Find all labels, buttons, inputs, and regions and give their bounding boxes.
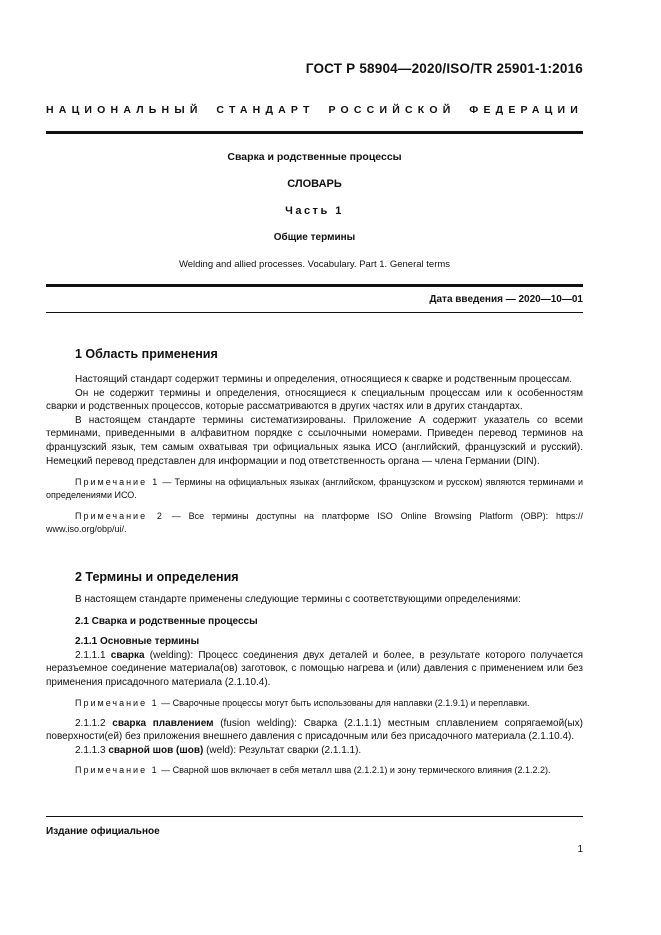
title-line-1: Сварка и родственные процессы [227,151,402,163]
official-edition-label: Издание официальное [46,826,160,837]
note [46,510,583,536]
note-text: — Термины на официальных языках (английском, французском и русском) являются терминами и определениями ИСО. [46,477,583,501]
title-subtitle: Общие термины [273,232,356,243]
subsection-heading: 2.1.1 Основные термины [75,636,200,648]
document-code: ГОСТ Р 58904—2020/ISO/TR 25901-1:2016 [305,61,583,76]
effective-date: Дата введения — 2020—10—01 [429,294,583,305]
note-label: Примечание 1 [75,765,159,776]
term-entry [46,717,583,744]
note-text: — Сварной шов включает в себя металл шва (2.1.2.1) и зону термического влияния (2.1.2.2). [158,765,551,776]
section-2-body [46,593,583,777]
paragraph: В настоящем стандарте применены следующие термины с соответствующими определениями: [75,594,521,605]
term-number: 2.1.1.3 [75,744,109,756]
term-definition: (fusion welding): Сварка (2.1.1.1) местным сплавлением сопрягаемой(ых) поверхности(ей) без приложения внешнего давления с присадочным или без присадочного материала (2.1.10.4). [46,717,584,743]
term: сварка плавлением [112,717,214,729]
term: сварка [110,649,145,661]
footer-rule [46,816,583,817]
page-number: 1 [577,844,583,855]
note-label: Примечание 1 [75,477,160,488]
banner-word: СТАНДАРТ [216,104,315,116]
note-text: — Сварочные процессы могут быть использованы для наплавки (2.1.9.1) и переплавки. [158,697,530,708]
note-label: Примечание 1 [75,697,159,708]
term-entry [46,649,583,690]
note [46,697,583,710]
date-rule [46,312,583,313]
title-line-2: СЛОВАРЬ [287,178,342,190]
note-text: — Все термины доступны на платформе ISO Online Browsing Platform (OBP): https:// www.iso.org/obp/ui/. [46,511,583,535]
subsection-heading: 2.1 Сварка и родственные процессы [75,615,258,627]
paragraph: Он не содержит термины и определения, относящиеся к специальным процессам или к особенностям сварки и родственных процессов, которые рассматриваются в других частях или в других стандартах. [46,387,583,413]
banner-word: НАЦИОНАЛЬНЫЙ [46,104,203,116]
term-definition: (welding): Процесс соединения двух деталей и более, в результате которого получается неразъемное соединение материала(ов) заготовок, с помощью нагрева и (или) давления с применением или без применения присадочного материала (2.1.10.4). [46,649,584,688]
term-number: 2.1.1.2 [75,717,113,729]
banner-word: РОССИЙСКОЙ [328,104,456,116]
national-standard-banner [46,104,583,116]
banner-word: ФЕДЕРАЦИИ [469,104,583,116]
note [46,476,583,502]
section-1-heading: 1 Область применения [75,347,218,361]
term-number: 2.1.1.1 [75,649,111,661]
section-1-body [46,373,583,536]
top-rule [46,131,583,134]
note-label: Примечание 2 [75,511,164,522]
title-part: Часть 1 [285,205,344,217]
english-title: Welding and allied processes. Vocabulary. Part 1. General terms [178,259,451,270]
term-entry [46,744,583,758]
term-definition: (weld): Результат сварки (2.1.1.1). [203,744,362,756]
paragraph: В настоящем стандарте термины систематизированы. Приложение А содержит указатель со всеми терминами, приведенными в алфавитном порядке с ссылочными номерами. Приведен перевод терминов на французский язык, тем самым охватывая три официальных языка ИСО (английский, французский и русский). Немецкий перевод представлен для информации и под ответственность органа — члена Германии (DIN). [46,414,583,467]
title-bottom-rule [46,284,583,287]
section-2-heading: 2 Термины и определения [75,570,239,584]
term: сварной шов (шов) [108,744,204,756]
paragraph: Настоящий стандарт содержит термины и определения, относящиеся к сварке и родственным процессам. [75,374,572,385]
note [46,764,583,777]
